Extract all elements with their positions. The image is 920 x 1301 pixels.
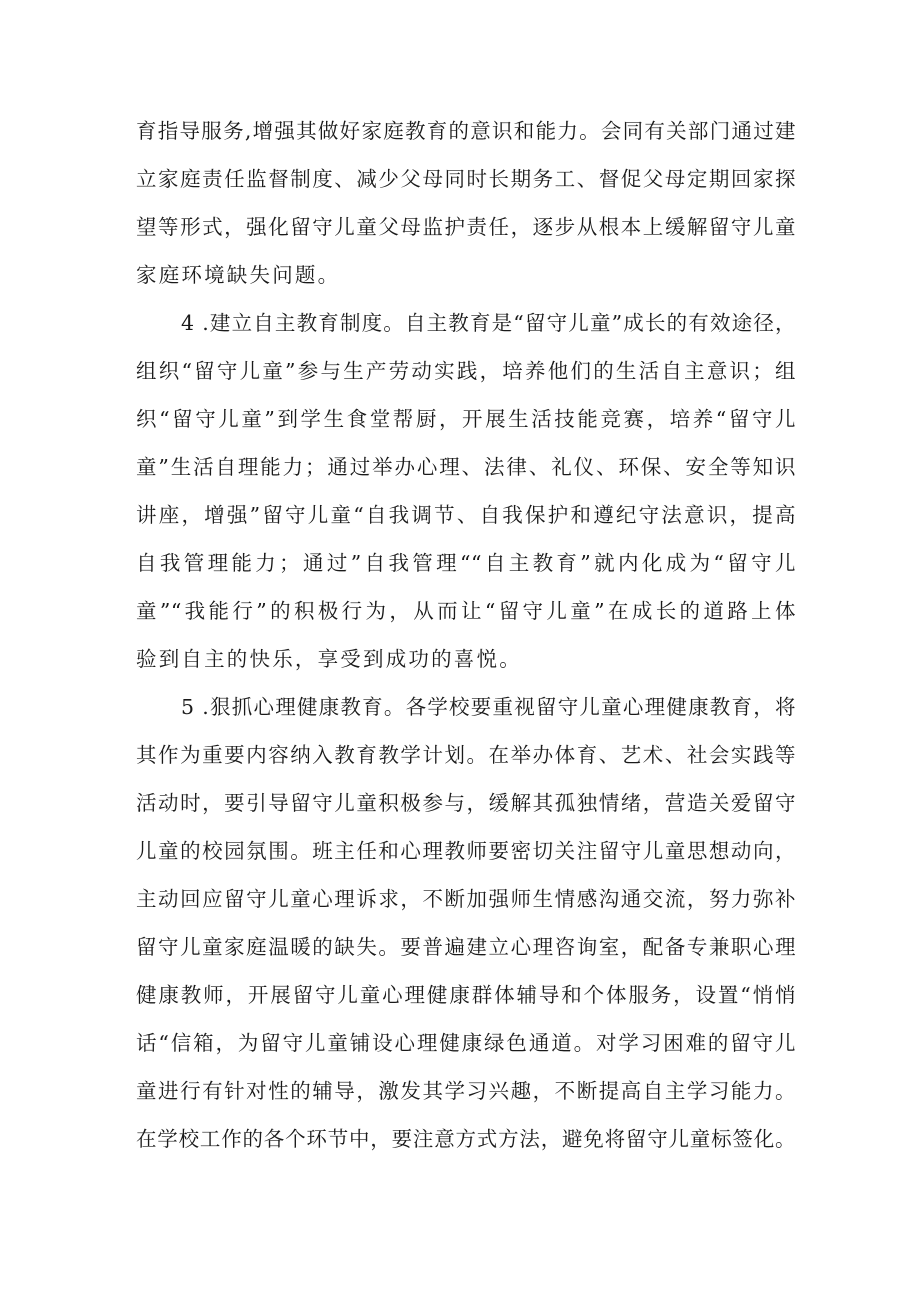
- text-line: 育指导服务,增强其做好家庭教育的意识和能力。会同有关部门通过建: [136, 119, 796, 143]
- text-line: 立家庭责任监督制度、减少父母同时长期务工、督促父母定期回家探: [136, 167, 796, 191]
- text-line: 织“留守儿童”到学生食堂帮厨，开展生活技能竞赛，培养“留守儿: [136, 407, 796, 431]
- paragraph-5-first-line: 5 .狠抓心理健康教育。各学校要重视留守儿童心理健康教育，将: [181, 695, 796, 719]
- text-line: 健康教师，开展留守儿童心理健康群体辅导和个体服务，设置“悄悄: [136, 983, 796, 1007]
- text-line: 童”“我能行”的积极行为，从而让“留守儿童”在成长的道路上体: [136, 599, 796, 623]
- text-line: 童”生活自理能力；通过举办心理、法律、礼仪、环保、安全等知识: [136, 455, 796, 479]
- text-line: 在学校工作的各个环节中，要注意方式方法，避免将留守儿童标签化。: [136, 1127, 796, 1151]
- text-line: 组织“留守儿童”参与生产劳动实践，培养他们的生活自主意识；组: [136, 359, 796, 383]
- text-line: 活动时，要引导留守儿童积极参与，缓解其孤独情绪，营造关爱留守: [136, 791, 796, 815]
- paragraph-4-first-line: 4 .建立自主教育制度。自主教育是“留守儿童”成长的有效途径，: [181, 311, 796, 335]
- text-line: 童进行有针对性的辅导，激发其学习兴趣，不断提高自主学习能力。: [136, 1079, 796, 1103]
- text-line: 话“信箱，为留守儿童铺设心理健康绿色通道。对学习困难的留守儿: [136, 1031, 796, 1055]
- text-line: 主动回应留守儿童心理诉求，不断加强师生情感沟通交流，努力弥补: [136, 887, 796, 911]
- text-line: 讲座，增强”留守儿童“自我调节、自我保护和遵纪守法意识，提高: [136, 503, 796, 527]
- text-line: 留守儿童家庭温暖的缺失。要普遍建立心理咨询室，配备专兼职心理: [136, 935, 796, 959]
- text-line: 自我管理能力；通过”自我管理““自主教育”就内化成为“留守儿: [136, 551, 796, 575]
- text-line: 验到自主的快乐，享受到成功的喜悦。: [136, 647, 522, 671]
- text-line: 其作为重要内容纳入教育教学计划。在举办体育、艺术、社会实践等: [136, 743, 796, 767]
- text-line: 儿童的校园氛围。班主任和心理教师要密切关注留守儿童思想动向，: [136, 839, 796, 863]
- text-line: 望等形式，强化留守儿童父母监护责任，逐步从根本上缓解留守儿童: [136, 215, 796, 239]
- text-line: 家庭环境缺失问题。: [136, 263, 341, 287]
